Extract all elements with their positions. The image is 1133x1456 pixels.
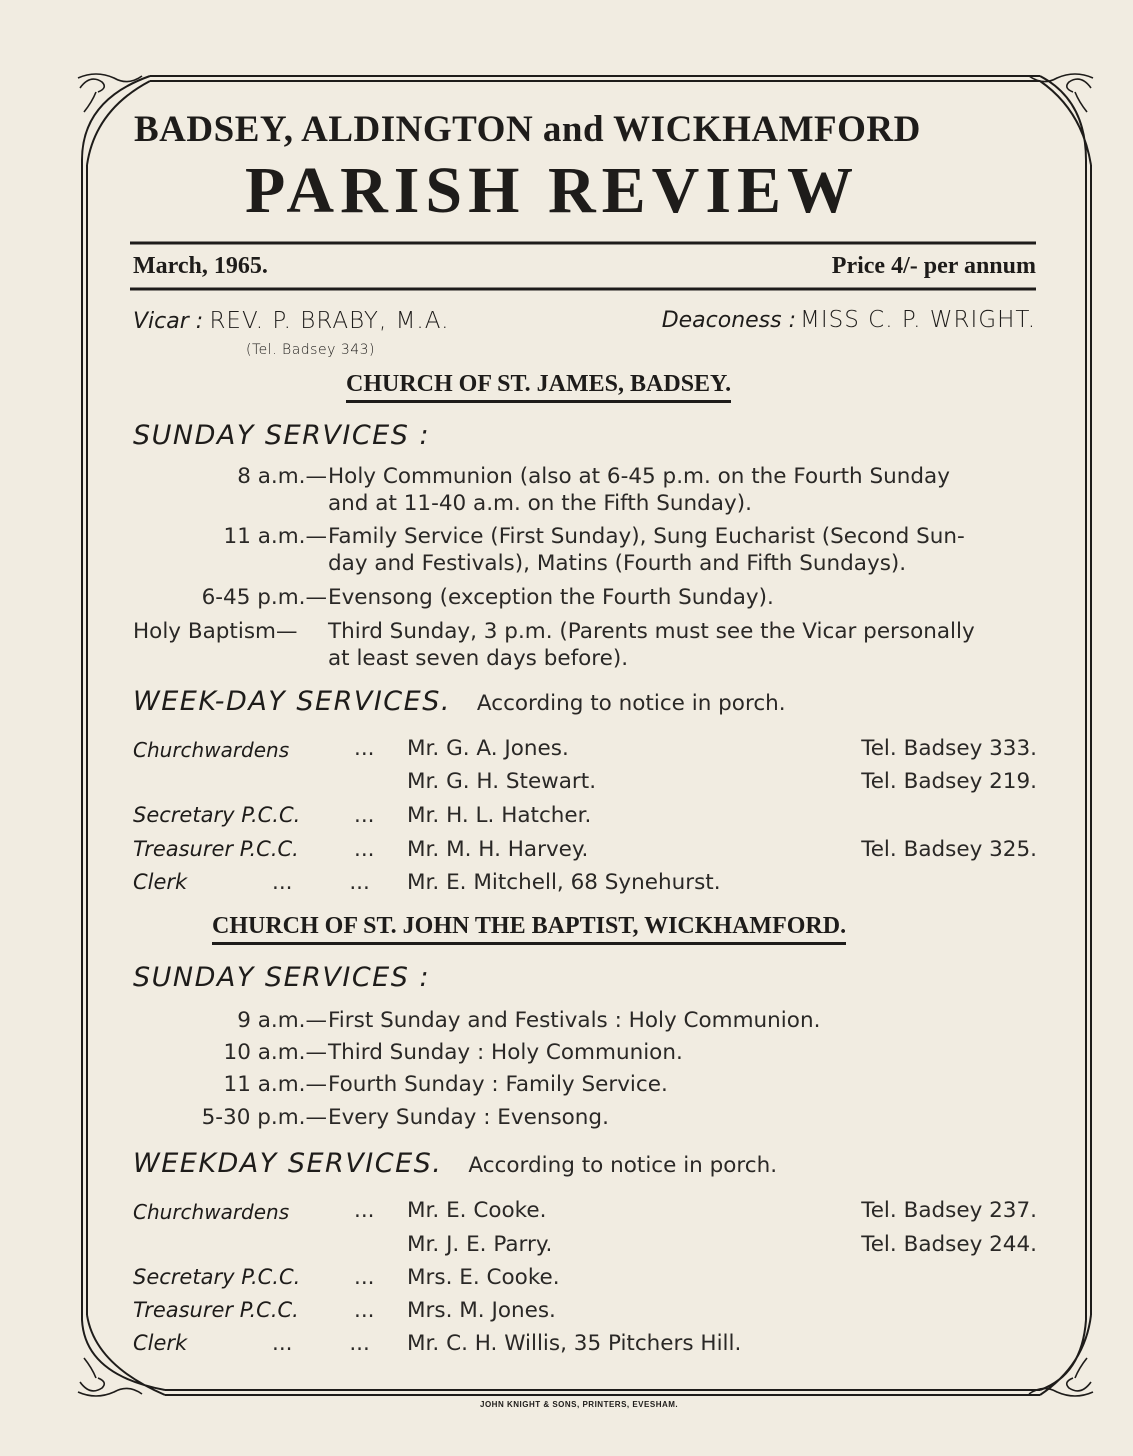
service-desc: First Sunday and Festivals : Holy Communion. (328, 1008, 821, 1033)
officer-role: Treasurer P.C.C. (133, 1298, 299, 1322)
publication-title-text: PARISH REVIEW (245, 154, 860, 227)
officer-name: Mr. E. Mitchell, 68 Synehurst. (407, 870, 721, 895)
deaconess-line (662, 307, 1036, 333)
officer-dots: ... ... (272, 870, 370, 895)
service-time: 10 a.m.— (223, 1040, 327, 1065)
officer-tel: Tel. Badsey 219. (861, 769, 1037, 794)
service-desc-cont: and at 11-40 a.m. on the Fifth Sunday). (328, 491, 752, 516)
officer-name: Mr. C. H. Willis, 35 Pitchers Hill. (407, 1331, 742, 1356)
service-time: 6-45 p.m.— (201, 585, 327, 610)
wickhamford-sunday-heading: SUNDAY SERVICES : (133, 962, 431, 993)
officer-tel: Tel. Badsey 244. (861, 1232, 1037, 1257)
badsey-weekday-line (133, 686, 786, 717)
officer-name: Mr. J. E. Parry. (407, 1232, 553, 1257)
service-time: 11 a.m.— (223, 1072, 327, 1097)
officer-dots: ... (354, 1298, 375, 1323)
service-time: 5-30 p.m.— (201, 1105, 327, 1130)
service-time: Holy Baptism— (133, 619, 298, 644)
wickhamford-weekday-line (133, 1148, 777, 1179)
service-desc-cont: day and Festivals), Matins (Fourth and Fifth Sundays). (328, 551, 907, 576)
officer-name: Mrs. E. Cooke. (407, 1265, 560, 1290)
officer-name: Mrs. M. Jones. (407, 1298, 556, 1323)
officer-role: Treasurer P.C.C. (133, 837, 299, 861)
deaconess-label: Deaconess : (661, 308, 797, 333)
service-time: 8 a.m.— (237, 464, 327, 489)
officer-dots: ... (354, 1265, 375, 1290)
officer-role: Secretary P.C.C. (133, 1265, 301, 1289)
officer-name: Mr. G. A. Jones. (407, 736, 569, 761)
badsey-church-title: CHURCH OF ST. JAMES, BADSEY. (346, 371, 731, 403)
vicar-name: REV. P. BRABY, M.A. (209, 308, 450, 334)
service-desc: Every Sunday : Evensong. (328, 1105, 609, 1130)
officer-tel: Tel. Badsey 237. (861, 1198, 1037, 1223)
masthead-title: BADSEY, ALDINGTON and WICKHAMFORD (134, 109, 921, 150)
service-desc: Holy Communion (also at 6-45 p.m. on the Fourth Sunday (328, 464, 950, 489)
wickhamford-officers (0, 1198, 1133, 1368)
officer-name: Mr. G. H. Stewart. (407, 769, 597, 794)
officer-name: Mr. H. L. Hatcher. (407, 803, 592, 828)
badsey-weekday-heading: WEEK-DAY SERVICES. (133, 686, 451, 717)
wickhamford-weekday-heading: WEEKDAY SERVICES. (133, 1148, 443, 1179)
badsey-officers (0, 736, 1133, 906)
vicar-telephone: (Tel. Badsey 343) (246, 342, 375, 358)
vicar-line (133, 307, 449, 335)
deaconess-name: MISS C. P. WRIGHT. (800, 307, 1036, 333)
service-desc-cont: at least seven days before). (328, 646, 629, 671)
officer-tel: Tel. Badsey 325. (861, 837, 1037, 862)
service-desc: Fourth Sunday : Family Service. (328, 1072, 668, 1097)
issue-price: Price 4/- per annum (831, 253, 1036, 279)
service-desc: Evensong (exception the Fourth Sunday). (328, 585, 774, 610)
service-desc: Family Service (First Sunday), Sung Eucharist (Second Sun- (328, 524, 965, 549)
publication-title (245, 153, 859, 229)
officer-role: Churchwardens (133, 1200, 290, 1224)
officer-role: Churchwardens (133, 738, 290, 762)
officer-dots: ... (354, 1198, 375, 1223)
badsey-weekday-note: According to notice in porch. (476, 691, 786, 716)
printer-credit: JOHN KNIGHT & SONS, PRINTERS, EVESHAM. (480, 1400, 679, 1409)
vicar-label: Vicar : (133, 309, 204, 334)
officer-name: Mr. M. H. Harvey. (407, 837, 589, 862)
issue-date: March, 1965. (133, 253, 268, 279)
officer-role: Clerk (133, 1331, 188, 1355)
officer-role: Clerk (133, 870, 188, 894)
officer-name: Mr. E. Cooke. (407, 1198, 547, 1223)
officer-dots: ... ... (272, 1331, 370, 1356)
service-desc: Third Sunday, 3 p.m. (Parents must see the Vicar personally (328, 619, 975, 644)
wickhamford-church-title: CHURCH OF ST. JOHN THE BAPTIST, WICKHAMFORD. (212, 913, 846, 945)
officer-dots: ... (354, 837, 375, 862)
service-time: 11 a.m.— (223, 524, 327, 549)
wickhamford-weekday-note: According to notice in porch. (468, 1153, 778, 1178)
officer-dots: ... (354, 736, 375, 761)
service-desc: Third Sunday : Holy Communion. (328, 1040, 683, 1065)
officer-tel: Tel. Badsey 333. (861, 736, 1037, 761)
service-time: 9 a.m.— (237, 1008, 327, 1033)
badsey-sunday-heading: SUNDAY SERVICES : (133, 420, 431, 451)
officer-role: Secretary P.C.C. (133, 803, 301, 827)
officer-dots: ... (354, 803, 375, 828)
